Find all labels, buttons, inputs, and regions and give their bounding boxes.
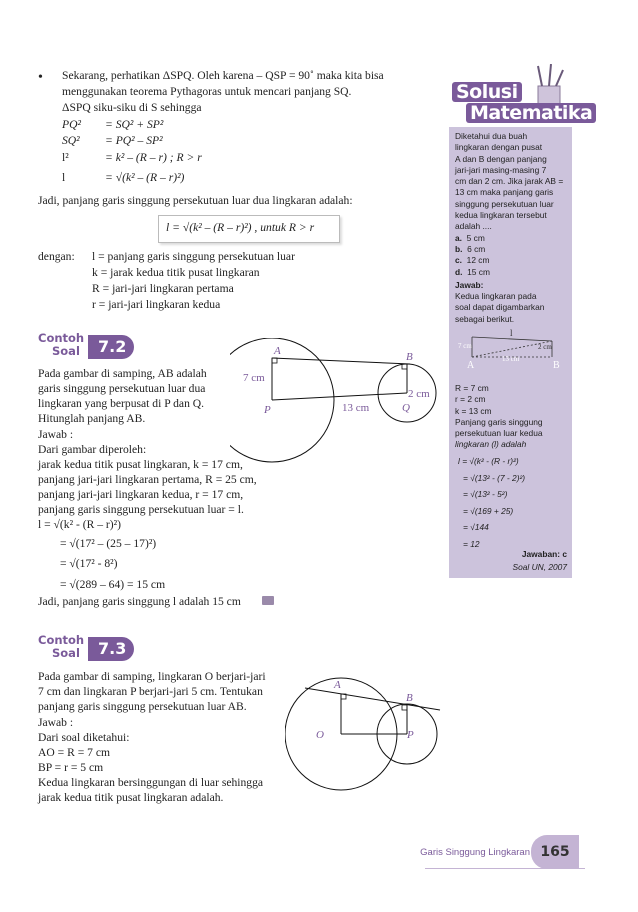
fig-r7: 7 cm bbox=[458, 342, 472, 350]
label-a: A bbox=[334, 679, 341, 691]
question-line: Pada gambar di samping, lingkaran O berjari-jari bbox=[38, 670, 266, 683]
question-line: panjang garis singgung persekutuan luar AB. bbox=[38, 700, 247, 713]
right-angle-mark bbox=[402, 705, 407, 710]
end-mark-icon bbox=[262, 596, 274, 605]
fig-a: A bbox=[467, 360, 475, 371]
fig-r2: 2 cm bbox=[538, 343, 552, 351]
answer-line: jarak kedua titik pusat lingkaran adalah. bbox=[38, 791, 224, 804]
value-line: k = 13 cm bbox=[455, 405, 492, 416]
page-number: 165 bbox=[531, 835, 579, 869]
label-p: P bbox=[264, 404, 271, 416]
right-angle-mark bbox=[272, 358, 277, 363]
solution-step: l = √(k² - (R – r)²) bbox=[38, 518, 121, 531]
value-line: lingkaran (l) adalah bbox=[455, 439, 527, 450]
answer-line: panjang garis singgung persekutuan luar = l. bbox=[38, 503, 244, 516]
equation-lhs: PQ² bbox=[62, 118, 81, 131]
soal-word: Soal bbox=[52, 344, 80, 358]
problem-line: jari-jari masing-masing 7 bbox=[455, 164, 547, 175]
label-r-small: 2 cm bbox=[408, 388, 430, 400]
solution-text bbox=[455, 383, 569, 451]
answer-line: panjang jari-jari lingkaran kedua, r = 17 cm, bbox=[38, 488, 244, 501]
solution-step: = √(17² - 8²) bbox=[60, 557, 118, 570]
example-number: 7.3 bbox=[88, 637, 134, 661]
answer-line: Kedua lingkaran bersinggungan di luar sehingga bbox=[38, 776, 264, 789]
equation-lhs: l bbox=[62, 171, 66, 184]
label-a: A bbox=[274, 345, 281, 357]
contoh-soal-label bbox=[38, 332, 138, 360]
intro-line: ΔSPQ siku-siku di S sehingga bbox=[62, 101, 202, 114]
equation-lhs: SQ² bbox=[62, 134, 80, 147]
contoh-word: Contoh bbox=[38, 331, 85, 345]
contoh-word: Contoh bbox=[38, 633, 85, 647]
example-number: 7.2 bbox=[88, 335, 134, 359]
option-d: d. 15 cm bbox=[455, 266, 490, 277]
answer-key: Jawaban: c bbox=[521, 549, 567, 559]
calc-line: = √(169 + 25) bbox=[463, 505, 514, 516]
title-solusi: Solusi bbox=[452, 82, 522, 102]
problem-line: A dan B dengan panjang bbox=[455, 153, 547, 164]
bullet: • bbox=[38, 70, 43, 85]
solusi-matematika-title bbox=[452, 82, 596, 124]
equation-rhs: = √(k² – (R – r)²) bbox=[105, 171, 185, 184]
center-line bbox=[272, 393, 407, 400]
equation-rhs: = PQ² – SP² bbox=[105, 134, 163, 147]
tangent-ab bbox=[272, 358, 410, 364]
formula: l = √(k² – (R – r)²) , untuk R > r bbox=[166, 221, 315, 234]
solution-step: = √(289 – 64) = 15 cm bbox=[60, 578, 166, 591]
solution-step: = √(17² – (25 – 17)²) bbox=[60, 537, 157, 550]
definition: k = jarak kedua titik pusat lingkaran bbox=[92, 266, 260, 279]
label-o: O bbox=[316, 729, 324, 741]
calc-line: = √(13² - (7 - 2)²) bbox=[463, 472, 526, 483]
question-line: lingkaran yang berpusat di P dan Q. bbox=[38, 397, 205, 410]
question-line: garis singgung persekutuan luar dua bbox=[38, 382, 206, 395]
fig-b: B bbox=[553, 360, 560, 371]
problem-line: cm dan 2 cm. Jika jarak AB = bbox=[455, 176, 564, 187]
calc-line: l = √(k² - (R - r)²) bbox=[458, 456, 519, 466]
calc-line: = 12 bbox=[463, 538, 480, 549]
answer-line: panjang jari-jari lingkaran pertama, R = 25 cm, bbox=[38, 473, 257, 486]
jawab-line: soal dapat digambarkan bbox=[455, 302, 545, 313]
label-b: B bbox=[406, 692, 413, 704]
circle-p bbox=[230, 338, 334, 462]
fig-k: 13 cm bbox=[502, 355, 520, 363]
answer-line: Dari gambar diperoleh: bbox=[38, 443, 147, 456]
problem-line: Diketahui dua buah bbox=[455, 131, 528, 141]
definition: r = jari-jari lingkaran kedua bbox=[92, 298, 221, 311]
label-b: B bbox=[406, 351, 413, 363]
question-line: 7 cm dan lingkaran P berjari-jari 5 cm. Tentukan bbox=[38, 685, 263, 698]
answer-line: BP = r = 5 cm bbox=[38, 761, 104, 774]
calc-block bbox=[458, 453, 525, 552]
definition: R = jari-jari lingkaran pertama bbox=[92, 282, 234, 295]
question-line: Hitunglah panjang AB. bbox=[38, 412, 146, 425]
calc-line: = √(13² - 5²) bbox=[463, 489, 508, 499]
jawab-label: Jawab : bbox=[38, 428, 74, 441]
fig-l: l bbox=[510, 328, 513, 338]
label-r-big: 7 cm bbox=[243, 372, 265, 384]
label-p: P bbox=[407, 729, 414, 741]
equation-lhs: l² bbox=[62, 151, 69, 164]
label-q: Q bbox=[402, 402, 410, 414]
final-answer: Jadi, panjang garis singgung l adalah 15 cm bbox=[38, 595, 241, 608]
source: Soal UN, 2007 bbox=[512, 562, 567, 572]
value-line: R = 7 cm bbox=[455, 383, 489, 393]
answer-line: AO = R = 7 cm bbox=[38, 746, 111, 759]
intro-line: menggunakan teorema Pythagoras untuk mencari panjang SQ. bbox=[62, 85, 352, 98]
intro-line: Sekarang, perhatikan ΔSPQ. Oleh karena – QSP = 90˚ maka kita bisa bbox=[62, 69, 384, 82]
option-c: c. 12 cm bbox=[455, 255, 490, 266]
question-line: Pada gambar di samping, AB adalah bbox=[38, 367, 207, 380]
jawab-line: Kedua lingkaran pada bbox=[455, 291, 537, 302]
equation-rhs: = SQ² + SP² bbox=[105, 118, 164, 131]
value-line: Panjang garis singgung bbox=[455, 416, 543, 427]
figure-7-2 bbox=[230, 338, 450, 478]
answer-line: jarak kedua titik pusat lingkaran, k = 17 cm, bbox=[38, 458, 243, 471]
calc-line: = √144 bbox=[463, 522, 489, 532]
jawab-label: Jawab : bbox=[38, 716, 74, 729]
option-b: b. 6 cm bbox=[455, 243, 486, 254]
jawab-label: Jawab: bbox=[455, 279, 484, 290]
definition: l = panjang garis singgung persekutuan luar bbox=[92, 250, 295, 263]
problem-text bbox=[455, 131, 569, 325]
equation-rhs: = k² – (R – r) ; R > r bbox=[105, 151, 202, 164]
soal-word: Soal bbox=[52, 646, 80, 660]
sidebar-figure bbox=[452, 327, 570, 371]
figure-7-3 bbox=[285, 676, 445, 806]
tangent-ab bbox=[305, 688, 440, 710]
problem-line: 13 cm maka panjang garis bbox=[455, 187, 554, 198]
dengan-label: dengan: bbox=[38, 250, 75, 263]
option-a: a. 5 cm bbox=[455, 232, 485, 243]
contoh-soal-label bbox=[38, 634, 138, 662]
problem-line: singgung persekutuan luar bbox=[455, 198, 554, 209]
jawab-line: sebagai berikut. bbox=[455, 313, 515, 324]
answer-line: Dari soal diketahui: bbox=[38, 731, 130, 744]
problem-line: kedua lingkaran tersebut bbox=[455, 210, 547, 221]
title-matematika: Matematika bbox=[466, 103, 596, 123]
label-k: 13 cm bbox=[342, 402, 370, 414]
chapter-title: Garis Singgung Lingkaran bbox=[420, 847, 530, 858]
problem-line: adalah .... bbox=[455, 221, 492, 232]
problem-line: lingkaran dengan pusat bbox=[455, 142, 543, 153]
value-line: r = 2 cm bbox=[455, 394, 486, 405]
conclusion: Jadi, panjang garis singgung persekutuan luar dua lingkaran adalah: bbox=[38, 194, 353, 207]
value-line: persekutuan luar kedua bbox=[455, 428, 543, 439]
